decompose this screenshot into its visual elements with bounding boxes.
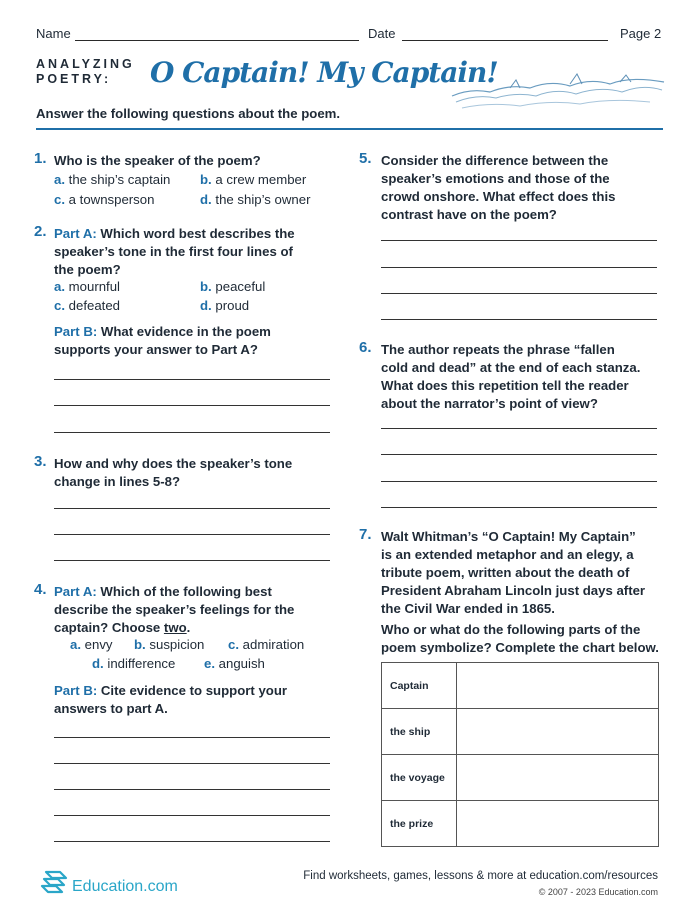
education-logo-icon xyxy=(40,868,70,894)
question-3-text: How and why does the speaker’s tone change in lines 5-8? xyxy=(54,456,293,489)
answer-line[interactable] xyxy=(54,534,330,535)
answer-line[interactable] xyxy=(381,481,657,482)
answer-line[interactable] xyxy=(54,432,330,433)
title-kicker xyxy=(36,57,135,87)
chart-row-label: Captain xyxy=(382,663,457,709)
chart-row xyxy=(382,801,659,847)
question-7-prompt: Who or what do the following parts of the poem symbolize? Complete the chart below. xyxy=(381,622,659,655)
q4-option-d[interactable]: d. indifference xyxy=(92,656,176,671)
chart-answer-cell[interactable] xyxy=(457,755,659,801)
chart-answer-cell[interactable] xyxy=(457,801,659,847)
title-divider xyxy=(36,128,663,130)
question-1-text: Who is the speaker of the poem? xyxy=(54,153,261,168)
q4-option-e[interactable]: e. anguish xyxy=(204,656,265,671)
answer-line[interactable] xyxy=(54,763,330,764)
chart-row-label: the prize xyxy=(382,801,457,847)
chart-row-label: the voyage xyxy=(382,755,457,801)
question-2-number: 2. xyxy=(34,223,47,240)
q2-option-a[interactable]: a. mournful xyxy=(54,279,120,294)
title-kicker-line1: ANALYZING xyxy=(36,57,135,71)
date-field[interactable] xyxy=(402,40,608,41)
question-7-text: Walt Whitman’s “O Captain! My Captain” is an extended metaphor and an elegy, a tribute poem, written about the death of President Abraham Lincoln just days after the Civil War ended in 1865. xyxy=(381,529,646,616)
answer-line[interactable] xyxy=(381,293,657,294)
q1-option-c[interactable]: c. a townsperson xyxy=(54,192,155,207)
chart-row xyxy=(382,663,659,709)
page-title: O Captain! My Captain! xyxy=(150,56,498,89)
copyright: © 2007 - 2023 Education.com xyxy=(538,887,658,897)
answer-line[interactable] xyxy=(381,319,657,320)
answer-line[interactable] xyxy=(54,841,330,842)
answer-line[interactable] xyxy=(54,379,330,380)
question-2-part-b: Part B: What evidence in the poem supports your answer to Part A? xyxy=(54,324,271,357)
question-6-number: 6. xyxy=(359,339,372,356)
question-5-number: 5. xyxy=(359,150,372,167)
symbol-chart xyxy=(381,662,659,847)
question-4-part-b: Part B: Cite evidence to support your answers to part A. xyxy=(54,683,288,716)
name-field[interactable] xyxy=(75,40,359,41)
chart-row xyxy=(382,755,659,801)
name-label: Name xyxy=(36,26,71,41)
q2-option-c[interactable]: c. defeated xyxy=(54,298,121,313)
answer-line[interactable] xyxy=(54,560,330,561)
q4-option-c[interactable]: c. admiration xyxy=(228,637,305,652)
question-1-number: 1. xyxy=(34,150,47,167)
answer-line[interactable] xyxy=(54,737,330,738)
instructions: Answer the following questions about the poem. xyxy=(36,106,341,121)
answer-line[interactable] xyxy=(54,405,330,406)
chart-row xyxy=(382,709,659,755)
q4-option-b[interactable]: b. suspicion xyxy=(134,637,205,652)
answer-line[interactable] xyxy=(381,507,657,508)
brand-name: Education.com xyxy=(72,878,178,895)
answer-line[interactable] xyxy=(54,789,330,790)
q2-option-b[interactable]: b. peaceful xyxy=(200,279,266,294)
q4-option-a[interactable]: a. envy xyxy=(70,637,113,652)
chart-answer-cell[interactable] xyxy=(457,663,659,709)
question-2-part-a: Part A: Which word best describes the speaker’s tone in the first four lines of the poem? xyxy=(54,226,295,277)
q1-option-a[interactable]: a. the ship’s captain xyxy=(54,172,171,187)
chart-row-label: the ship xyxy=(382,709,457,755)
question-4-part-a: Part A: Which of the following best describe the speaker’s feelings for the captain? Choose two. xyxy=(54,584,295,635)
answer-line[interactable] xyxy=(381,267,657,268)
answer-line[interactable] xyxy=(381,240,657,241)
q1-option-b[interactable]: b. a crew member xyxy=(200,172,307,187)
page-number: Page 2 xyxy=(620,26,662,41)
answer-line[interactable] xyxy=(381,428,657,429)
waves-illustration xyxy=(450,66,666,112)
answer-line[interactable] xyxy=(54,815,330,816)
question-4-number: 4. xyxy=(34,581,47,598)
resources-link[interactable]: Find worksheets, games, lessons & more at education.com/resources xyxy=(303,870,658,882)
title-kicker-line2: POETRY: xyxy=(36,72,112,86)
chart-answer-cell[interactable] xyxy=(457,709,659,755)
question-5-text: Consider the difference between the speaker’s emotions and those of the crowd onshore. What effect does this contrast have on the poem? xyxy=(381,153,616,222)
q2-option-d[interactable]: d. proud xyxy=(200,298,250,313)
question-7-number: 7. xyxy=(359,526,372,543)
q1-option-d[interactable]: d. the ship’s owner xyxy=(200,192,311,207)
question-3-number: 3. xyxy=(34,453,47,470)
question-6-text: The author repeats the phrase “fallen cold and dead” at the end of each stanza. What does this repetition tell the reader about the narrator’s point of view? xyxy=(381,342,641,411)
answer-line[interactable] xyxy=(381,454,657,455)
date-label: Date xyxy=(368,26,396,41)
answer-line[interactable] xyxy=(54,508,330,509)
